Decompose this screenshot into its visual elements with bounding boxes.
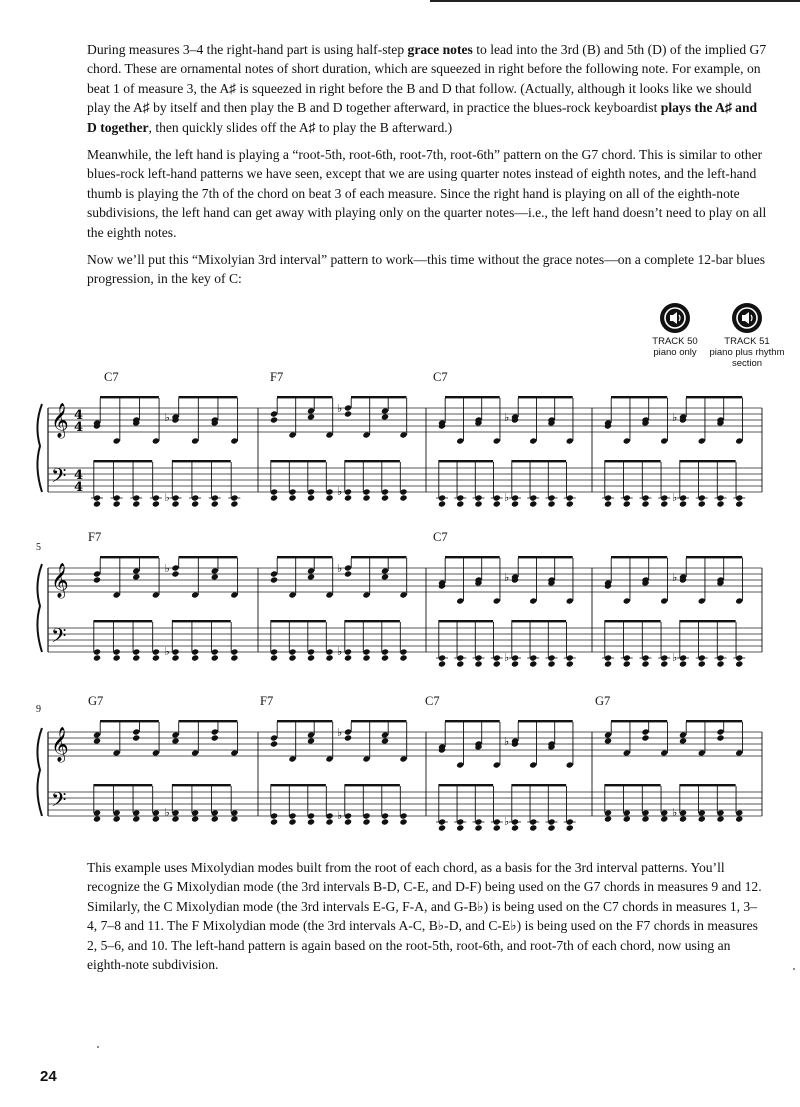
note-head [344, 734, 352, 741]
chord-symbol: C7 [425, 694, 440, 708]
note-head [270, 654, 278, 661]
note-head [399, 494, 407, 501]
note-head [604, 737, 612, 744]
note-head [325, 654, 333, 661]
beam [172, 460, 231, 462]
treble-clef: 𝄞 [51, 727, 69, 762]
beam [93, 460, 152, 462]
beam [611, 396, 667, 398]
beam [100, 720, 159, 722]
grand-staff [0, 368, 800, 508]
flat-sign: ♭ [504, 735, 510, 748]
beam [611, 720, 667, 722]
beam [438, 460, 493, 462]
beam [686, 720, 742, 722]
note-head [93, 815, 101, 822]
paragraph-grace-notes [87, 40, 767, 137]
note-head [698, 660, 706, 667]
paragraph-mixolydian: This example uses Mixolydian modes built from the root of each chord, as a basis for the 3rd interval patterns. You’ll recognize the G Mixolydian mode (the 3rd intervals B-D, C-E, and D-F) being used on the G7 chords in measures 9 and 12. Similarly, the C Mixolydian mode (the 3rd intervals E-G, F-A, and G-B♭) is being used on the C7 chords in measures 1, 3–4, 7–8 and 11. The F Mixolydian mode (the 3rd intervals A-C, B♭-D, and C-E♭) is being used on the F7 chords in measures 2, 5–6, and 10. The left-hand pattern is again based on the root-5th, root-6th, and root-7th of each chord, now using an eighth-note subdivision. [87, 860, 762, 973]
note-head [456, 824, 464, 831]
note-head [132, 654, 140, 661]
note-head [381, 494, 389, 501]
measure-number: 5 [36, 542, 41, 553]
note-head [735, 500, 743, 507]
bass-clef: 𝄢 [51, 464, 67, 492]
note-head [399, 818, 407, 825]
note-head [211, 654, 219, 661]
beam [270, 620, 326, 622]
speck [793, 968, 795, 970]
note-head [230, 500, 238, 507]
beam [179, 720, 238, 722]
note-head [270, 740, 278, 747]
note-head [735, 660, 743, 667]
flat-sign: ♭ [337, 726, 343, 739]
brace [37, 564, 42, 652]
beam [100, 396, 159, 398]
beam [93, 620, 152, 622]
beam [438, 784, 493, 786]
flat-sign: ♭ [164, 491, 170, 504]
note-head [735, 815, 743, 822]
note-head [307, 494, 315, 501]
beam [604, 620, 660, 622]
note-head [211, 500, 219, 507]
note-head [152, 654, 160, 661]
text-run: , then quickly slides off the A♯ to play the B afterward.) [148, 119, 453, 135]
beam [518, 556, 573, 558]
beam [270, 460, 326, 462]
note-head [362, 654, 370, 661]
treble-clef: 𝄞 [51, 563, 69, 598]
note-head [381, 737, 389, 744]
note-head [211, 815, 219, 822]
note-head [325, 818, 333, 825]
music-system-1 [0, 368, 800, 508]
note-head [493, 500, 501, 507]
beam [100, 556, 159, 558]
note-head [698, 815, 706, 822]
text-run: During measures 3–4 the right-hand part is using half-step [87, 42, 408, 57]
bass-clef: 𝄢 [51, 788, 67, 816]
flat-sign: ♭ [672, 411, 678, 424]
time-signature-top: 4 [74, 408, 84, 423]
music-system-2 [0, 528, 800, 668]
beam [445, 396, 500, 398]
note-head [288, 818, 296, 825]
note-head [438, 660, 446, 667]
flat-sign: ♭ [164, 645, 170, 658]
track-label: TRACK 51 [724, 336, 770, 347]
note-head [288, 494, 296, 501]
beam [179, 556, 238, 558]
note-head [716, 500, 724, 507]
note-head [152, 500, 160, 507]
note-head [604, 660, 612, 667]
note-head [679, 815, 687, 822]
chord-symbol: G7 [595, 694, 611, 708]
flat-sign: ♭ [672, 806, 678, 819]
note-head [679, 660, 687, 667]
note-head [381, 413, 389, 420]
note-head [93, 737, 101, 744]
note-head [113, 654, 121, 661]
beam [344, 784, 400, 786]
note-head [171, 500, 179, 507]
beam [93, 784, 152, 786]
beam [511, 784, 566, 786]
note-head [230, 815, 238, 822]
note-head [132, 734, 140, 741]
note-head [493, 660, 501, 667]
beam [172, 784, 231, 786]
bold-phrase: grace notes [407, 42, 473, 57]
note-head [566, 500, 574, 507]
note-head [307, 818, 315, 825]
page-number: 24 [40, 1068, 57, 1085]
beam [277, 556, 333, 558]
note-head [529, 500, 537, 507]
speck [97, 1046, 99, 1048]
bass-clef: 𝄢 [51, 624, 67, 652]
flat-sign: ♭ [504, 815, 510, 828]
note-head [152, 815, 160, 822]
note-head [171, 570, 179, 577]
note-head [641, 734, 649, 741]
paragraph-12-bar-intro: Now we’ll put this “Mixolyian 3rd interval” pattern to work—this time without the grace notes—on a complete 12-bar blues progression, in the key of C: [87, 252, 766, 287]
note-head [716, 660, 724, 667]
note-head [604, 500, 612, 507]
note-head [547, 660, 555, 667]
note-head [270, 818, 278, 825]
note-head [344, 818, 352, 825]
note-head [623, 500, 631, 507]
note-head [171, 737, 179, 744]
time-signature-top: 4 [74, 468, 84, 483]
top-rule [430, 0, 800, 6]
music-system-3 [0, 692, 800, 837]
note-head [698, 500, 706, 507]
note-head [171, 654, 179, 661]
beam [438, 620, 493, 622]
intro-text [87, 40, 767, 297]
note-head [679, 500, 687, 507]
note-head [307, 413, 315, 420]
beam [172, 620, 231, 622]
note-head [307, 573, 315, 580]
beam [686, 396, 742, 398]
note-head [270, 494, 278, 501]
note-head [325, 494, 333, 501]
note-head [623, 815, 631, 822]
note-head [511, 500, 519, 507]
chord-symbol: F7 [270, 370, 284, 384]
brace [37, 728, 42, 816]
flat-sign: ♭ [337, 645, 343, 658]
flat-sign: ♭ [337, 809, 343, 822]
flat-sign: ♭ [672, 651, 678, 664]
note-head [566, 660, 574, 667]
track-label: TRACK 50 [652, 336, 698, 347]
note-head [511, 824, 519, 831]
note-head [716, 734, 724, 741]
note-head [456, 660, 464, 667]
note-head [511, 660, 519, 667]
note-head [307, 737, 315, 744]
chord-symbol: G7 [88, 694, 104, 708]
flat-sign: ♭ [672, 571, 678, 584]
beam [351, 396, 407, 398]
beam [518, 396, 573, 398]
note-head [191, 654, 199, 661]
flat-sign: ♭ [164, 411, 170, 424]
note-head [641, 660, 649, 667]
flat-sign: ♭ [504, 651, 510, 664]
beam [686, 556, 742, 558]
note-head [132, 500, 140, 507]
note-head [381, 573, 389, 580]
flat-sign: ♭ [164, 806, 170, 819]
note-head [113, 815, 121, 822]
note-head [456, 500, 464, 507]
beam [445, 720, 500, 722]
note-head [474, 824, 482, 831]
track-desc: piano only [653, 347, 697, 358]
time-signature-bottom: 4 [74, 420, 84, 435]
note-head [344, 654, 352, 661]
beam [679, 784, 735, 786]
note-head [344, 494, 352, 501]
beam [351, 720, 407, 722]
note-head [641, 500, 649, 507]
note-head [604, 815, 612, 822]
beam [277, 720, 333, 722]
note-head [93, 500, 101, 507]
note-head [93, 576, 101, 583]
track-desc: piano plus rhythm section [709, 347, 785, 369]
note-head [529, 660, 537, 667]
note-head [660, 660, 668, 667]
note-head [132, 815, 140, 822]
note-head [191, 500, 199, 507]
note-head [381, 818, 389, 825]
beam [604, 460, 660, 462]
beam [604, 784, 660, 786]
beam [179, 396, 238, 398]
grand-staff [0, 528, 800, 668]
note-head [191, 815, 199, 822]
note-head [307, 654, 315, 661]
beam [344, 620, 400, 622]
treble-clef: 𝄞 [51, 403, 69, 438]
flat-sign: ♭ [337, 562, 343, 575]
speaker-icon[interactable] [660, 303, 690, 333]
beam [511, 620, 566, 622]
note-head [132, 573, 140, 580]
flat-sign: ♭ [337, 485, 343, 498]
beam [445, 556, 500, 558]
note-head [438, 500, 446, 507]
note-head [660, 815, 668, 822]
note-head [362, 818, 370, 825]
note-head [474, 660, 482, 667]
beam [344, 460, 400, 462]
note-head [623, 660, 631, 667]
track-50[interactable] [640, 303, 710, 358]
text-run: to lead into the 3rd (B) and 5th (D) of the implied G7 chord. These are ornamental notes of short duration, which are squeezed in right before the following note. For example, on beat 1 of measure 3, the A♯ is squeezed in right before the B and D that follow. (Actually, although it looks like we should play the A♯ by itself and then play the B and D together afterward, in practice the blues-rock keyboardist [87, 42, 767, 116]
beam [679, 620, 735, 622]
beam [611, 556, 667, 558]
grand-staff [0, 692, 800, 837]
beam [270, 784, 326, 786]
note-head [113, 500, 121, 507]
flat-sign: ♭ [164, 562, 170, 575]
speaker-icon[interactable] [732, 303, 762, 333]
note-head [529, 824, 537, 831]
note-head [381, 654, 389, 661]
chord-symbol: C7 [433, 530, 448, 544]
chord-symbol: C7 [104, 370, 119, 384]
note-head [230, 654, 238, 661]
note-head [171, 815, 179, 822]
closing-text [87, 858, 767, 982]
flat-sign: ♭ [337, 402, 343, 415]
note-head [344, 410, 352, 417]
note-head [547, 500, 555, 507]
flat-sign: ♭ [672, 491, 678, 504]
note-head [399, 654, 407, 661]
note-head [93, 654, 101, 661]
note-head [474, 500, 482, 507]
track-51[interactable] [709, 303, 785, 369]
bold-phrase: plays the A♯ and D together [87, 100, 758, 135]
beam [679, 460, 735, 462]
beam [511, 460, 566, 462]
note-head [211, 734, 219, 741]
flat-sign: ♭ [504, 491, 510, 504]
note-head [547, 824, 555, 831]
note-head [641, 815, 649, 822]
paragraph-left-hand: Meanwhile, the left hand is playing a “root-5th, root-6th, root-7th, root-6th” pattern on the G7 chord. This is similar to other blues-rock left-hand patterns we have seen, except that we are using quarter notes instead of eighth notes, and the left-hand thumb is playing the 7th of the chord on beat 3 of each measure. Since the right hand is playing on all of the eighth-note subdivisions, the left hand can get away with playing only on the quarter notes—i.e., the left hand doesn’t need to play on all the eighth notes. [87, 147, 767, 240]
note-head [270, 416, 278, 423]
note-head [344, 570, 352, 577]
note-head [288, 654, 296, 661]
beam [277, 396, 333, 398]
chord-symbol: F7 [260, 694, 274, 708]
brace [37, 404, 42, 492]
note-head [438, 824, 446, 831]
note-head [211, 573, 219, 580]
note-head [660, 500, 668, 507]
note-head [493, 824, 501, 831]
time-signature-bottom: 4 [74, 480, 84, 495]
note-head [716, 815, 724, 822]
note-head [679, 737, 687, 744]
note-head [362, 494, 370, 501]
note-head [270, 576, 278, 583]
flat-sign: ♭ [504, 411, 510, 424]
beam [518, 720, 573, 722]
beam [351, 556, 407, 558]
measure-number: 9 [36, 704, 41, 715]
note-head [566, 824, 574, 831]
chord-symbol: C7 [433, 370, 448, 384]
flat-sign: ♭ [504, 571, 510, 584]
chord-symbol: F7 [88, 530, 102, 544]
